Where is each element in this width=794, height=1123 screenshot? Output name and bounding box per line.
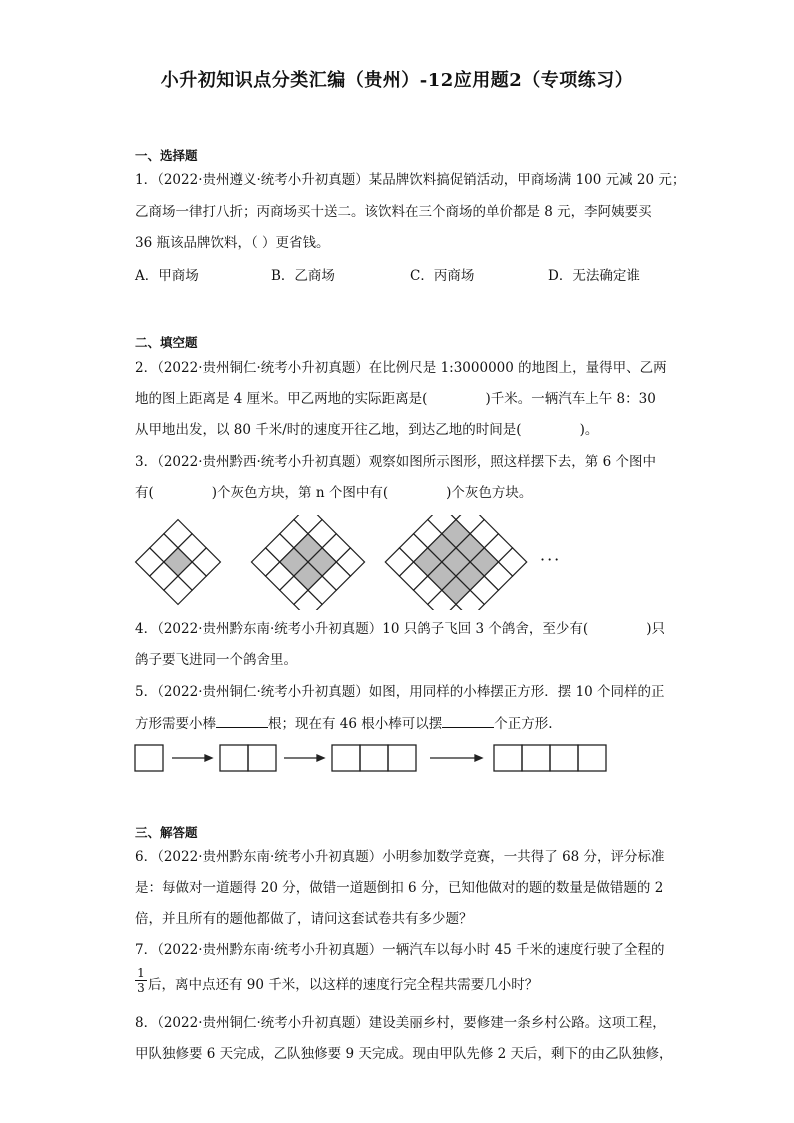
- q6-line-1: 6．（2022·贵州黔东南·统考小升初真题）小明参加数学竞赛，一共得了 68 分，评分标准: [135, 849, 665, 865]
- q7-line-1: 7．（2022·贵州黔东南·统考小升初真题）一辆汽车以每小时 45 千米的速度行驶了全程的: [135, 942, 665, 958]
- section-heading-choice: 一、选择题: [135, 148, 198, 163]
- squares-4: [494, 745, 606, 771]
- q2-line-1: 2．（2022·贵州铜仁·统考小升初真题）在比例尺是 1:3000000 的地图上，量得甲、乙两: [135, 360, 667, 376]
- q1-option-c: C．丙商场: [410, 268, 475, 284]
- q4-line-1: 4．（2022·贵州黔东南·统考小升初真题）10 只鸽子飞回 3 个鸽舍，至少有( )只: [135, 621, 665, 637]
- squares-1: [135, 745, 163, 771]
- q2-line-3: 从甲地出发，以 80 千米/时的速度开往乙地，到达乙地的时间是( )。: [135, 422, 599, 438]
- pattern-figure-1: [136, 520, 221, 605]
- q1-line-2: 乙商场一律打八折；丙商场买十送二。该饮料在三个商场的单价都是 8 元，李阿姨要买: [135, 204, 652, 220]
- pattern-figure-3: [385, 515, 526, 610]
- q1-line-1: 1．（2022·贵州遵义·统考小升初真题）某品牌饮料搞促销活动，甲商场满 100 元减 20 元；: [135, 172, 686, 188]
- section-heading-solve: 三、解答题: [135, 825, 198, 840]
- q2-line-2: 地的图上距离是 4 厘米。甲乙两地的实际距离是( )千米。一辆汽车上午 8：30: [135, 391, 656, 407]
- q1-option-d: D．无法确定谁: [548, 268, 640, 284]
- q5-blank-2: [442, 713, 494, 728]
- q8-line-1: 8．（2022·贵州铜仁·统考小升初真题）建设美丽乡村，要修建一条乡村公路。这项工程，: [135, 1015, 666, 1031]
- matchstick-squares-figure: [130, 740, 620, 780]
- pattern-ellipsis: ···: [540, 550, 562, 569]
- page-title: 小升初知识点分类汇编（贵州）-12应用题2（专项练习）: [160, 70, 634, 91]
- pattern-figure-2: [251, 515, 364, 610]
- q7-line-2: 后，离中点还有 90 千米，以这样的速度行完全程共需要几小时？: [148, 977, 539, 993]
- q4-line-2: 鸽子要飞进同一个鸽舍里。: [135, 652, 297, 668]
- q1-option-b: B．乙商场: [271, 268, 335, 284]
- q5-line-2: 方形需要小棒 根；现在有 46 根小棒可以摆 个正方形.: [135, 713, 553, 734]
- q7-fraction: [135, 966, 147, 995]
- q1-option-a: A．甲商场: [135, 268, 199, 284]
- fraction-numerator: 1: [137, 966, 145, 980]
- q8-line-2: 甲队独修要 6 天完成，乙队独修要 9 天完成。现由甲队先修 2 天后，剩下的由乙队独修，: [135, 1046, 673, 1062]
- q3-line-2: 有( )个灰色方块，第 n 个图中有( )个灰色方块。: [135, 485, 533, 501]
- fraction-denominator: 3: [135, 980, 147, 995]
- section-heading-fill: 二、填空题: [135, 335, 198, 350]
- squares-2: [220, 745, 276, 771]
- q6-line-2: 是：每做对一道题得 20 分，做错一道题倒扣 6 分，已知他做对的题的数量是做错题的 2: [135, 880, 664, 896]
- q6-line-3: 倍，并且所有的题他都做了，请问这套试卷共有多少题？: [135, 911, 473, 927]
- q5-line-1: 5．（2022·贵州铜仁·统考小升初真题）如图，用同样的小棒摆正方形．摆 10 个同样的正: [135, 684, 665, 700]
- q3-line-1: 3．（2022·贵州黔西·统考小升初真题）观察如图所示图形，照这样摆下去，第 6 个图中: [135, 454, 656, 470]
- q1-line-3: 36 瓶该品牌饮料，（ ）更省钱。: [135, 235, 330, 251]
- q5-blank-1: [216, 713, 268, 728]
- squares-3: [332, 745, 416, 771]
- diamond-pattern-figure: [130, 515, 610, 610]
